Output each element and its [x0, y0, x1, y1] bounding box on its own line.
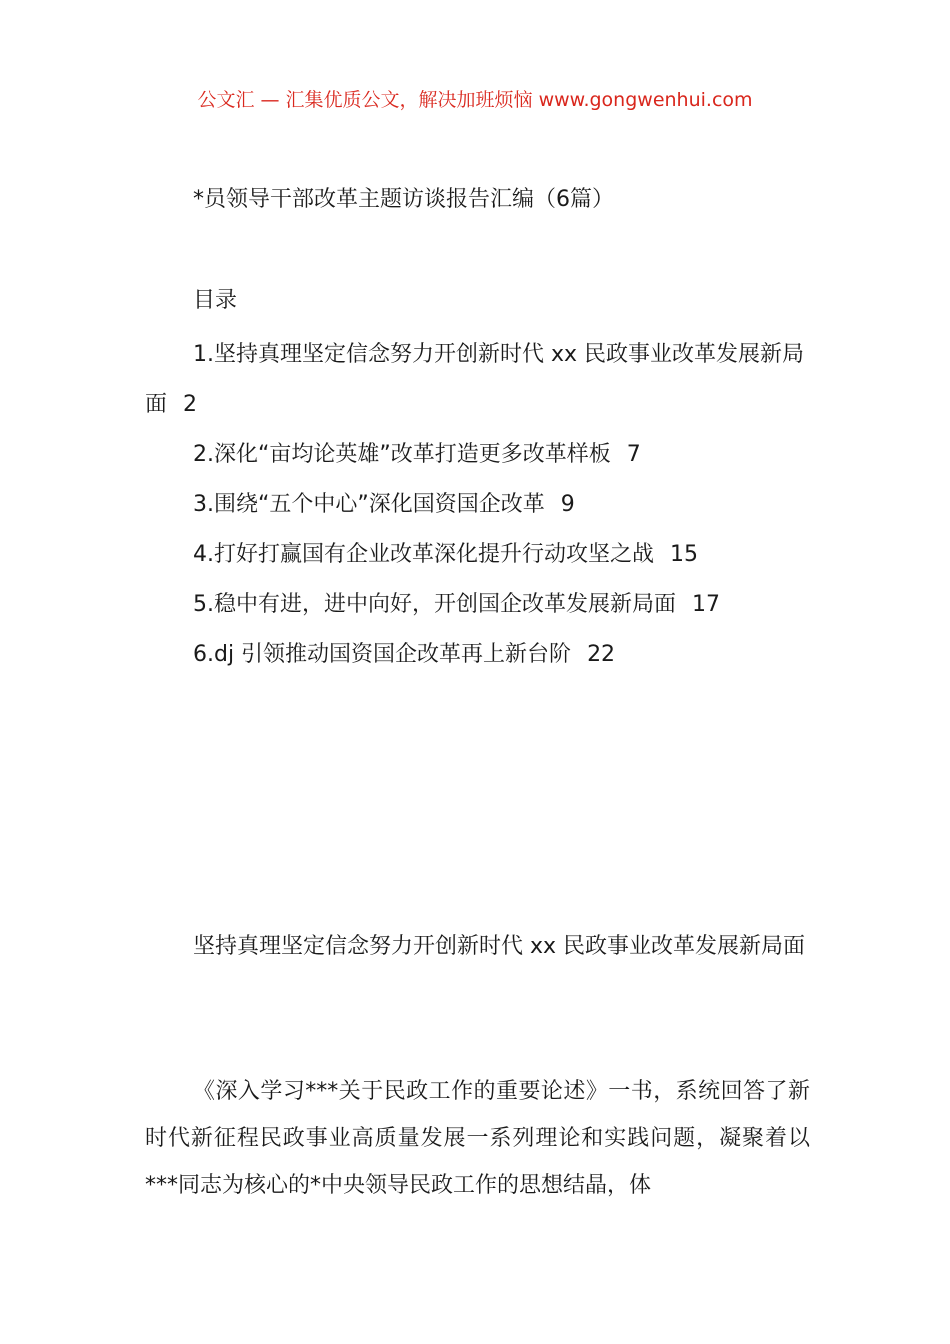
- toc-item[interactable]: [145, 480, 810, 530]
- toc-item-label: 4.打好打赢国有企业改革深化提升行动攻坚之战: [193, 542, 654, 567]
- toc-heading: 目录: [193, 288, 238, 313]
- toc-item-page: 22: [587, 642, 616, 667]
- toc-item-page: 15: [670, 542, 698, 567]
- header-banner: 公文汇 — 汇集优质公文，解决加班烦恼 www.gongwenhui.com: [197, 89, 753, 111]
- toc-item[interactable]: [145, 430, 810, 480]
- document-title: *员领导干部改革主题访谈报告汇编（6篇）: [193, 187, 614, 212]
- toc-item-label: 1.坚持真理坚定信念努力开创新时代 xx 民政事业改革发展新局面: [145, 342, 805, 417]
- toc-item-label: 2.深化“亩均论英雄”改革打造更多改革样板: [193, 442, 611, 467]
- toc-item-label: 6.dj 引领推动国资国企改革再上新台阶: [193, 642, 572, 667]
- toc-item-label: 5.稳中有进，进中向好，开创国企改革发展新局面: [193, 592, 676, 617]
- toc-item[interactable]: [145, 530, 810, 580]
- toc-item[interactable]: [145, 330, 810, 430]
- section-title: 坚持真理坚定信念努力开创新时代 xx 民政事业改革发展新局面: [193, 934, 806, 959]
- toc-item[interactable]: [145, 630, 810, 680]
- toc-item-page: 17: [692, 592, 720, 617]
- toc-item-label: 3.围绕“五个中心”深化国资国企改革: [193, 492, 545, 517]
- toc-item-page: 9: [560, 492, 575, 517]
- toc-item-page: 2: [183, 392, 198, 417]
- toc-item-page: 7: [626, 442, 641, 467]
- toc-item[interactable]: [145, 580, 810, 630]
- body-paragraph: 《深入学习***关于民政工作的重要论述》一书，系统回答了新时代新征程民政事业高质量发展一系列理论和实践问题，凝聚着以***同志为核心的*中央领导民政工作的思想结晶，体: [145, 1079, 810, 1198]
- table-of-contents: [145, 330, 810, 680]
